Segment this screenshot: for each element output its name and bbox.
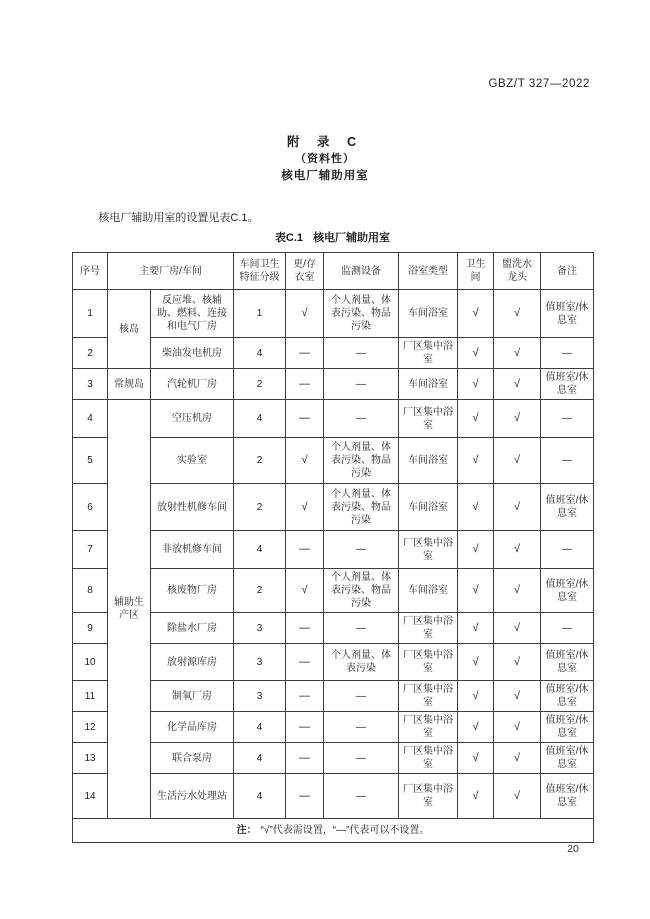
cell-faucet: √ [494, 613, 541, 644]
table-header-row [73, 253, 594, 290]
cell-toilet: √ [458, 774, 494, 819]
table-row [73, 712, 594, 743]
cell-monitoring: 个人剂量、体表污染 [324, 644, 399, 681]
cell-no: 14 [73, 774, 108, 819]
appendix-title: 附 录 C [287, 135, 363, 149]
cell-bath: 车间浴室 [399, 569, 458, 613]
cell-changing: — [286, 774, 324, 819]
cell-grade: 3 [234, 681, 286, 712]
cell-toilet: √ [458, 613, 494, 644]
cell-remark: — [541, 613, 594, 644]
cell-grade: 4 [234, 400, 286, 438]
cell-remark: 值班室/休息室 [541, 712, 594, 743]
appendix-heading [0, 133, 650, 185]
cell-faucet: √ [494, 774, 541, 819]
cell-faucet: √ [494, 531, 541, 569]
cell-changing: √ [286, 438, 324, 484]
cell-bath: 厂区集中浴室 [399, 712, 458, 743]
header-faucet: 盥洗水龙头 [494, 253, 541, 290]
cell-faucet: √ [494, 369, 541, 400]
cell-name: 核废物厂房 [151, 569, 234, 613]
cell-remark: — [541, 400, 594, 438]
cell-toilet: √ [458, 484, 494, 531]
cell-grade: 2 [234, 369, 286, 400]
cell-monitoring: — [324, 531, 399, 569]
cell-changing: — [286, 338, 324, 369]
table-row [73, 290, 594, 338]
cell-remark: — [541, 338, 594, 369]
header-toilet: 卫生间 [458, 253, 494, 290]
table-caption [72, 229, 593, 245]
cell-toilet: √ [458, 712, 494, 743]
cell-toilet: √ [458, 569, 494, 613]
cell-bath: 厂区集中浴室 [399, 338, 458, 369]
cell-remark: 值班室/休息室 [541, 484, 594, 531]
cell-changing: — [286, 613, 324, 644]
page-number: 20 [567, 843, 579, 855]
header-no: 序号 [73, 253, 108, 290]
cell-remark: 值班室/休息室 [541, 743, 594, 774]
cell-no: 11 [73, 681, 108, 712]
cell-remark: — [541, 531, 594, 569]
cell-name: 联合泵房 [151, 743, 234, 774]
table-note-row [73, 819, 594, 843]
header-workshop: 主要厂房/车间 [108, 253, 234, 290]
cell-faucet: √ [494, 438, 541, 484]
cell-bath: 车间浴室 [399, 484, 458, 531]
cell-no: 2 [73, 338, 108, 369]
cell-grade: 2 [234, 484, 286, 531]
header-monitoring: 监测设备 [324, 253, 399, 290]
cell-toilet: √ [458, 681, 494, 712]
cell-remark: 值班室/休息室 [541, 569, 594, 613]
cell-name: 放射源库房 [151, 644, 234, 681]
cell-faucet: √ [494, 484, 541, 531]
table-row [73, 569, 594, 613]
cell-no: 4 [73, 400, 108, 438]
cell-bath: 厂区集中浴室 [399, 400, 458, 438]
cell-grade: 4 [234, 338, 286, 369]
cell-grade: 2 [234, 569, 286, 613]
cell-toilet: √ [458, 531, 494, 569]
cell-monitoring: — [324, 369, 399, 400]
table-note [73, 819, 594, 843]
table-row [73, 681, 594, 712]
cell-toilet: √ [458, 743, 494, 774]
cell-name: 除盐水厂房 [151, 613, 234, 644]
cell-remark: 值班室/休息室 [541, 369, 594, 400]
cell-bath: 厂区集中浴室 [399, 644, 458, 681]
appendix-type: （资料性） [295, 153, 355, 165]
cell-monitoring: 个人剂量、体表污染、物品污染 [324, 484, 399, 531]
cell-changing: √ [286, 569, 324, 613]
cell-changing: √ [286, 290, 324, 338]
cell-name: 空压机房 [151, 400, 234, 438]
cell-grade: 4 [234, 743, 286, 774]
cell-remark: 值班室/休息室 [541, 681, 594, 712]
cell-bath: 车间浴室 [399, 290, 458, 338]
cell-toilet: √ [458, 338, 494, 369]
cell-no: 5 [73, 438, 108, 484]
cell-changing: — [286, 644, 324, 681]
cell-monitoring: — [324, 681, 399, 712]
cell-grade: 1 [234, 290, 286, 338]
cell-name: 反应堆、核辅助、燃料、连接和电气厂房 [151, 290, 234, 338]
cell-no: 3 [73, 369, 108, 400]
cell-remark: 值班室/休息室 [541, 290, 594, 338]
table-row [73, 400, 594, 438]
cell-changing: — [286, 681, 324, 712]
cell-faucet: √ [494, 712, 541, 743]
cell-faucet: √ [494, 338, 541, 369]
cell-name: 非放机修车间 [151, 531, 234, 569]
cell-grade: 4 [234, 774, 286, 819]
cell-name: 汽轮机厂房 [151, 369, 234, 400]
cell-name: 放射性机修车间 [151, 484, 234, 531]
cell-no: 6 [73, 484, 108, 531]
table-row [73, 438, 594, 484]
cell-monitoring: 个人剂量、体表污染、物品污染 [324, 290, 399, 338]
table-row [73, 531, 594, 569]
cell-group-auxiliary-area: 辅助生产区 [108, 400, 151, 819]
cell-no: 9 [73, 613, 108, 644]
cell-group-conventional-island: 常规岛 [108, 369, 151, 400]
header-remark: 备注 [541, 253, 594, 290]
table-row [73, 369, 594, 400]
cell-toilet: √ [458, 400, 494, 438]
cell-grade: 2 [234, 438, 286, 484]
cell-faucet: √ [494, 290, 541, 338]
cell-grade: 4 [234, 531, 286, 569]
cell-no: 8 [73, 569, 108, 613]
cell-name: 生活污水处理站 [151, 774, 234, 819]
cell-monitoring: — [324, 400, 399, 438]
cell-faucet: √ [494, 569, 541, 613]
cell-toilet: √ [458, 369, 494, 400]
cell-no: 12 [73, 712, 108, 743]
cell-name: 制氧厂房 [151, 681, 234, 712]
table-caption-title: 核电厂辅助用室 [313, 232, 391, 244]
cell-bath: 厂区集中浴室 [399, 681, 458, 712]
cell-monitoring: — [324, 774, 399, 819]
cell-toilet: √ [458, 644, 494, 681]
cell-group-nuclear-island: 核岛 [108, 290, 151, 369]
note-text: “√”代表需设置，“—”代表可以不设置。 [260, 825, 430, 836]
cell-name: 柴油发电机房 [151, 338, 234, 369]
table-row [73, 743, 594, 774]
cell-changing: — [286, 531, 324, 569]
appendix-subject: 核电厂辅助用室 [281, 170, 369, 182]
auxiliary-rooms-table [72, 252, 594, 843]
cell-toilet: √ [458, 438, 494, 484]
cell-grade: 3 [234, 644, 286, 681]
cell-remark: 值班室/休息室 [541, 644, 594, 681]
cell-changing: — [286, 743, 324, 774]
cell-monitoring: — [324, 743, 399, 774]
cell-changing: — [286, 712, 324, 743]
cell-faucet: √ [494, 743, 541, 774]
cell-changing: — [286, 369, 324, 400]
cell-grade: 4 [234, 712, 286, 743]
table-row [73, 644, 594, 681]
table-row [73, 338, 594, 369]
cell-bath: 厂区集中浴室 [399, 613, 458, 644]
cell-monitoring: — [324, 613, 399, 644]
cell-toilet: √ [458, 290, 494, 338]
cell-changing: √ [286, 484, 324, 531]
cell-remark: 值班室/休息室 [541, 774, 594, 819]
table-row [73, 774, 594, 819]
cell-bath: 厂区集中浴室 [399, 743, 458, 774]
note-prefix: 注： [236, 825, 257, 836]
cell-monitoring: — [324, 338, 399, 369]
cell-name: 化学品库房 [151, 712, 234, 743]
header-bath: 浴室类型 [399, 253, 458, 290]
header-grade: 车间卫生特征分级 [234, 253, 286, 290]
cell-faucet: √ [494, 400, 541, 438]
cell-bath: 厂区集中浴室 [399, 531, 458, 569]
header-changing: 更/存衣室 [286, 253, 324, 290]
cell-changing: — [286, 400, 324, 438]
cell-remark: — [541, 438, 594, 484]
cell-grade: 3 [234, 613, 286, 644]
cell-monitoring: 个人剂量、体表污染、物品污染 [324, 438, 399, 484]
standard-number: GBZ/T 327—2022 [488, 78, 590, 90]
cell-no: 7 [73, 531, 108, 569]
table-row [73, 613, 594, 644]
cell-monitoring: 个人剂量、体表污染、物品污染 [324, 569, 399, 613]
cell-monitoring: — [324, 712, 399, 743]
cell-bath: 车间浴室 [399, 369, 458, 400]
cell-bath: 车间浴室 [399, 438, 458, 484]
cell-name: 实验室 [151, 438, 234, 484]
table-row [73, 484, 594, 531]
cell-no: 1 [73, 290, 108, 338]
intro-paragraph: 核电厂辅助用室的设置见表C.1。 [98, 212, 259, 224]
cell-faucet: √ [494, 681, 541, 712]
cell-no: 13 [73, 743, 108, 774]
cell-no: 10 [73, 644, 108, 681]
table-caption-label: 表C.1 [274, 232, 304, 244]
cell-faucet: √ [494, 644, 541, 681]
cell-bath: 厂区集中浴室 [399, 774, 458, 819]
